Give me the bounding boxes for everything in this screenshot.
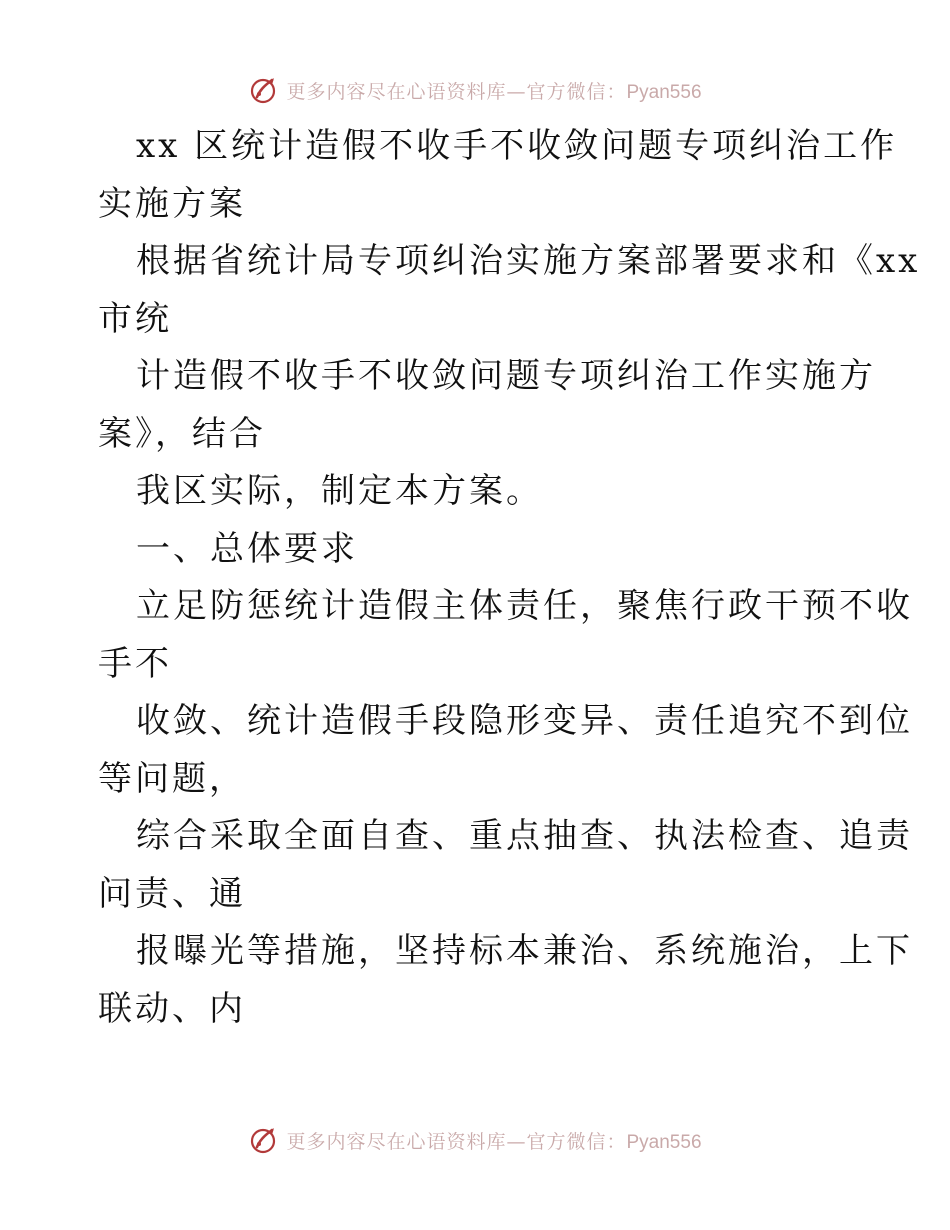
paragraph-line: 计造假不收手不收敛问题专项纠治工作实施方 xyxy=(136,356,876,396)
watermark-text: 更多内容尽在心语资料库—官方微信：Pyan556 xyxy=(286,80,702,103)
title-line-2: 实施方案 xyxy=(98,183,246,224)
paragraph-line: 收敛、统计造假手段隐形变异、责任追究不到位 xyxy=(136,701,913,741)
paragraph-line: 市统 xyxy=(98,298,172,339)
section-heading: 一、总体要求 xyxy=(136,528,358,569)
document-body xyxy=(98,118,921,1038)
watermark-handle: Pyan556 xyxy=(626,1131,702,1153)
flame-pen-logo-icon xyxy=(248,1124,280,1156)
paragraph-line: 联动、内 xyxy=(98,988,246,1029)
watermark-handle: Pyan556 xyxy=(626,81,702,103)
watermark-banner-top xyxy=(0,70,950,110)
title-line-1: xx 区统计造假不收手不收敛问题专项纠治工作 xyxy=(136,126,898,166)
paragraph-line: 报曝光等措施，坚持标本兼治、系统施治，上下 xyxy=(136,931,913,971)
watermark-text: 更多内容尽在心语资料库—官方微信：Pyan556 xyxy=(286,1130,702,1153)
paragraph-line: 立足防惩统计造假主体责任，聚焦行政干预不收 xyxy=(136,586,913,626)
paragraph-line: 我区实际，制定本方案。 xyxy=(136,471,543,511)
paragraph-line: 综合采取全面自查、重点抽查、执法检查、追责 xyxy=(136,816,913,856)
paragraph-line: 问责、通 xyxy=(98,873,246,914)
watermark-banner-bottom xyxy=(0,1120,950,1160)
flame-pen-logo-icon xyxy=(248,74,280,106)
paragraph-line: 手不 xyxy=(98,643,172,684)
paragraph-line: 根据省统计局专项纠治实施方案部署要求和《xx xyxy=(136,241,921,281)
paragraph-line: 案》，结合 xyxy=(98,413,266,454)
paragraph-line: 等问题， xyxy=(98,758,246,799)
